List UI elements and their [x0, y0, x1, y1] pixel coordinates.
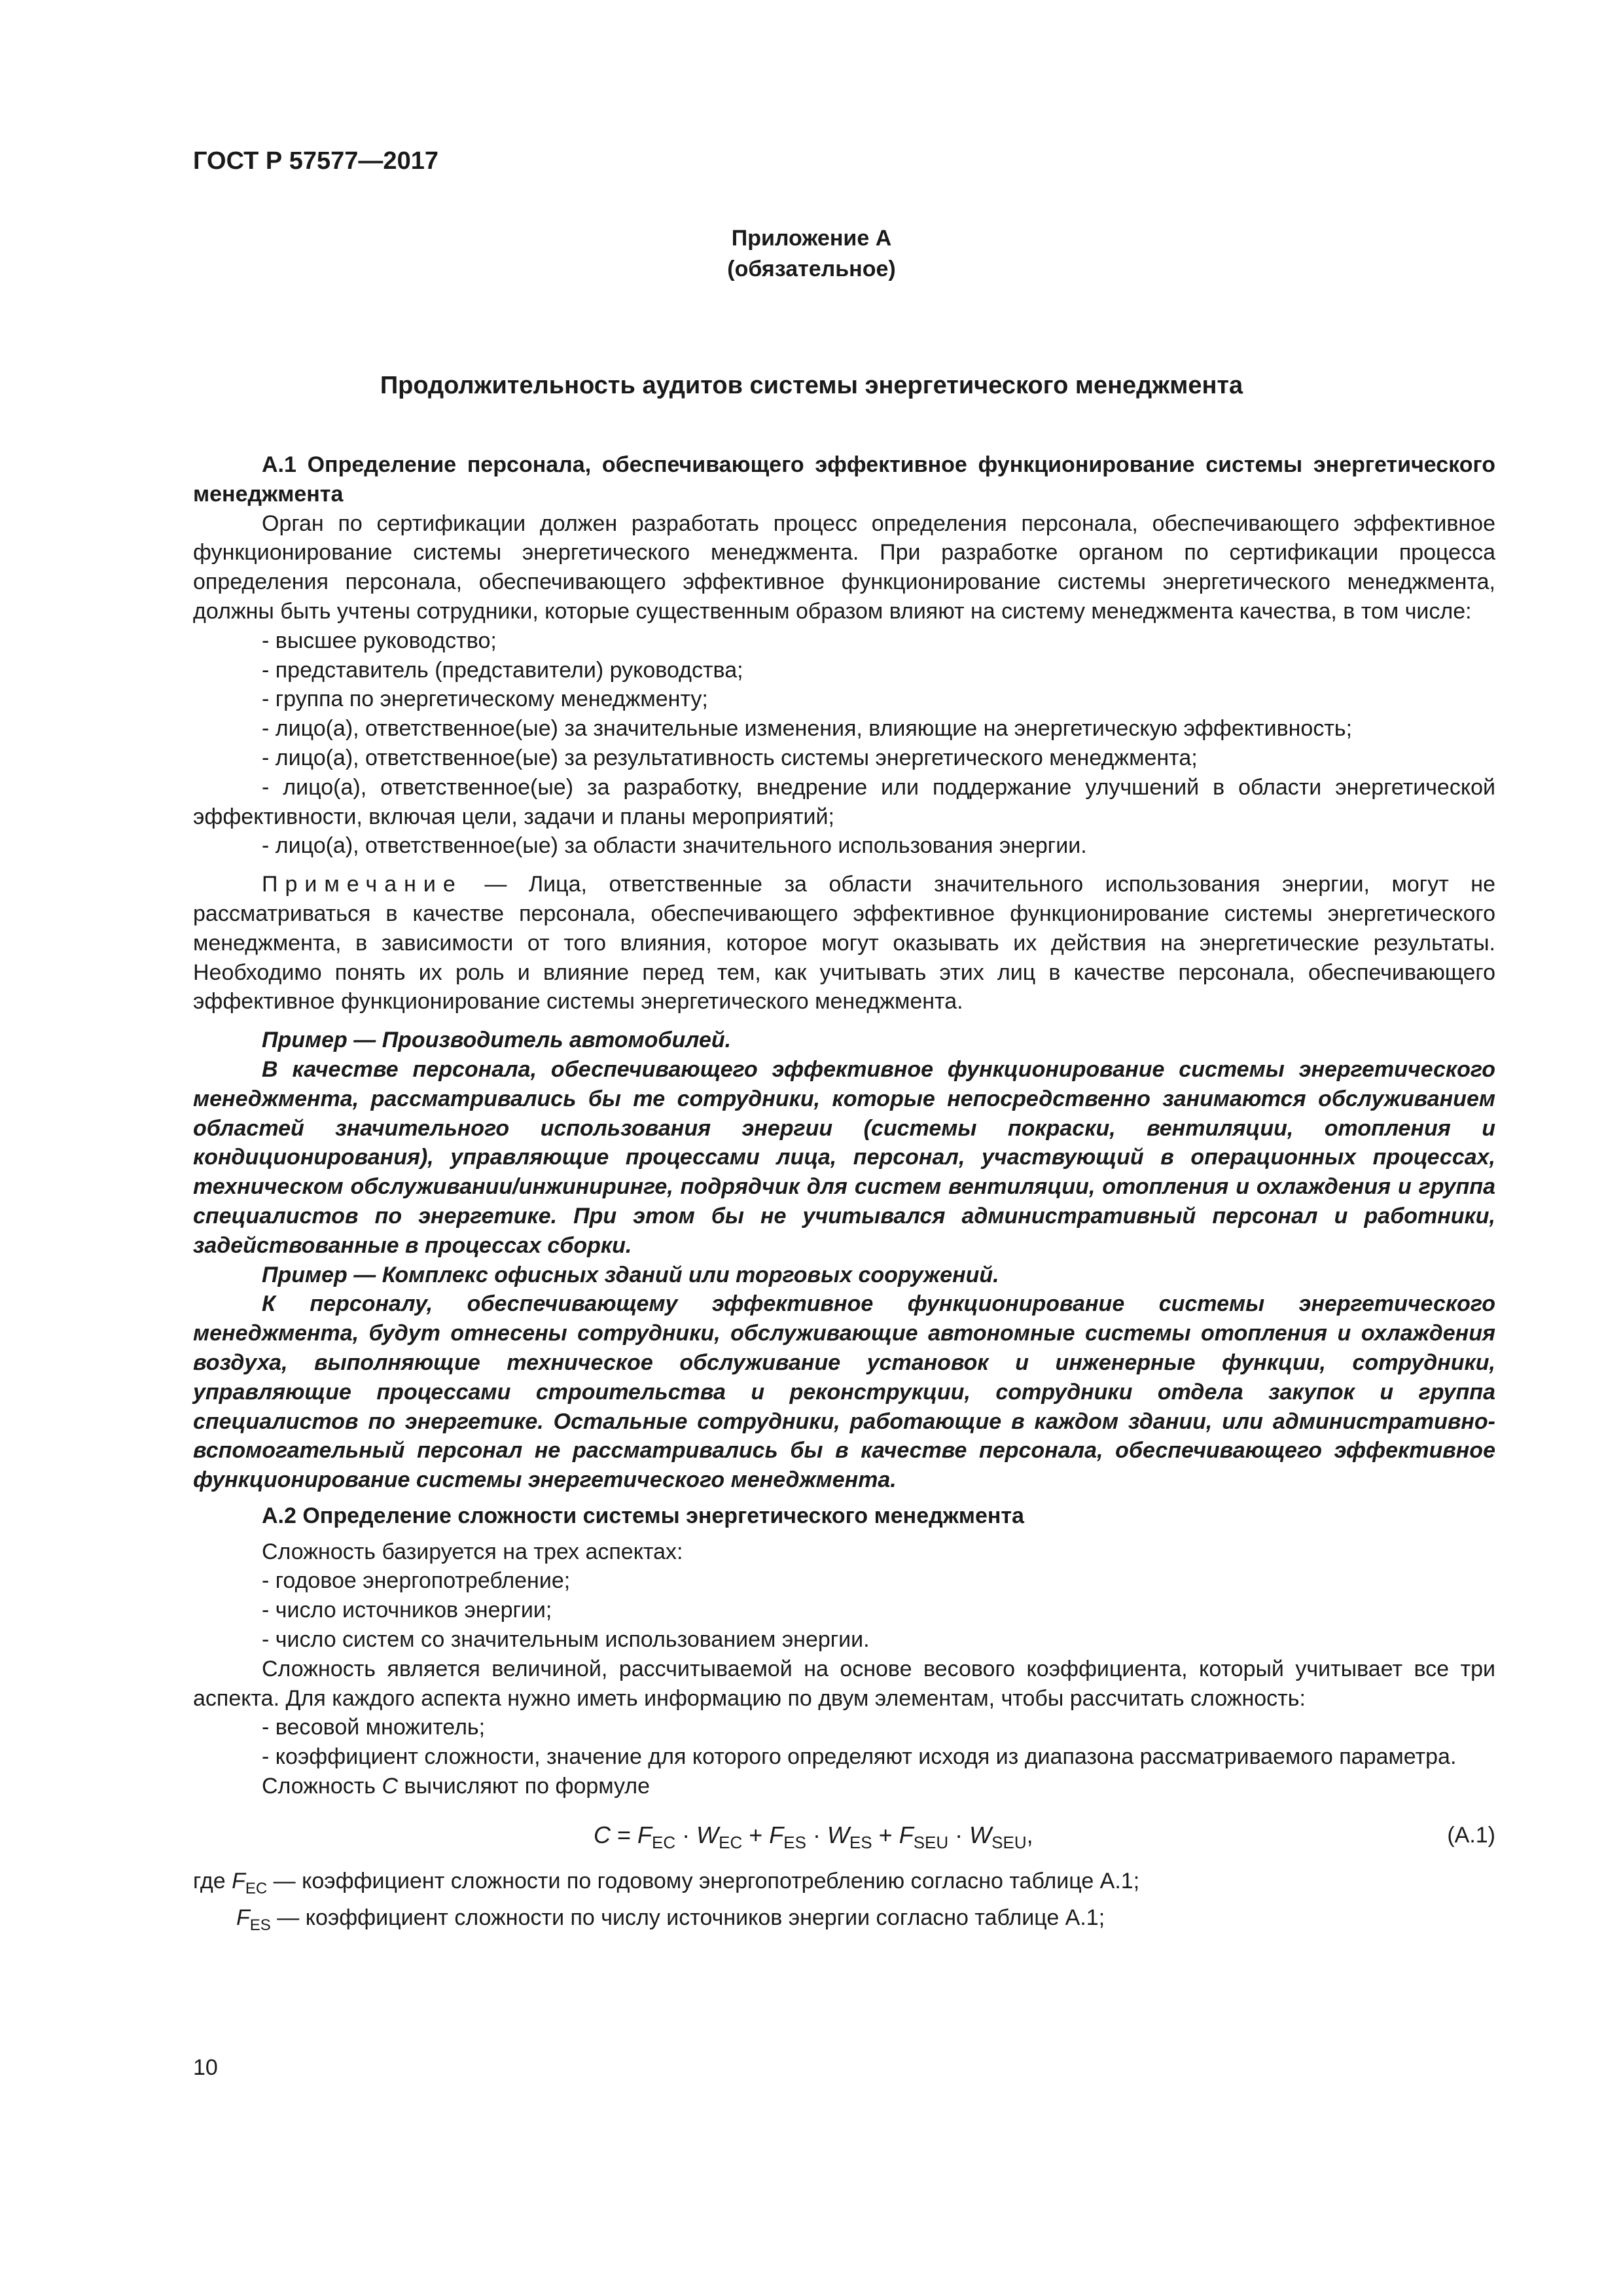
formula-intro: Сложность C вычисляют по формуле: [262, 1774, 651, 1799]
list-item: - число источников энергии;: [262, 1598, 552, 1623]
formula-legend: [193, 1867, 1495, 1941]
formula-row: [193, 1814, 1495, 1860]
list-item: - коэффициент сложности, значение для которого определяют исходя из диапазона рассматриваемого параметра.: [262, 1744, 1457, 1770]
section-a2-intro: Сложность базируется на трех аспектах:: [262, 1539, 683, 1564]
list-item: - число систем со значительным использованием энергии.: [262, 1627, 870, 1653]
list-item: - лицо(а), ответственное(ые) за результативность системы энергетического менеджмента;: [262, 745, 1198, 770]
formula-number: (А.1): [1447, 1822, 1495, 1848]
section-a1-heading: А.1 Определение персонала, обеспечивающего эффективное функционирование системы энергетического менеджмента: [193, 452, 1495, 507]
note-text: — Лица, ответственные за области значительного использования энергии, могут не рассматриваться в качестве персонала, обеспечивающего эффективное функционирование системы энергетического менеджмента, в зависимости от того влияния, которое могут оказывать их действия на энергетические результаты. Необходимо понять их роль и влияние перед тем, как учитывать этих лиц в качестве персонала, обеспечивающего эффективное функционирование системы энергетического менеджмента.: [193, 872, 1495, 1014]
standard-code: ГОСТ Р 57577—2017: [193, 147, 438, 175]
list-item: - лицо(а), ответственное(ые) за значительные изменения, влияющие на энергетическую эффективность;: [262, 716, 1353, 742]
page-number: 10: [193, 2055, 218, 2080]
appendix-heading: Продолжительность аудитов системы энергетического менеджмента: [380, 372, 1243, 399]
list-item: - лицо(а), ответственное(ые) за разработку, внедрение или поддержание улучшений в области энергетической эффективности, включая цели, задачи и планы мероприятий;: [193, 774, 1495, 829]
document-body: [193, 450, 1495, 1941]
note-paragraph: [193, 870, 1495, 1016]
list-item: - годовое энергопотребление;: [262, 1568, 571, 1594]
example2-text: К персоналу, обеспечивающему эффективное функционирование системы энергетического менеджмента, будут отнесены сотрудники, обслуживающие автономные системы отопления и охлаждения воздуха, выполняющие техническое обслуживание установок и инженерные функции, сотрудники, управляющие процессами строительства и реконструкции, сотрудники отдела закупок и группа специалистов по энергетике. Остальные сотрудники, работающие в каждом здании, или административно-вспомогательный персонал не рассматривались бы в качестве персонала, обеспечивающего эффективное функционирование системы энергетического менеджмента.: [193, 1291, 1495, 1493]
list-item: - высшее руководство;: [262, 628, 497, 653]
appendix-status: (обязательное): [727, 257, 896, 281]
list-item: - весовой множитель;: [262, 1715, 486, 1740]
section-a2-paragraph: Сложность является величиной, рассчитываемой на основе весового коэффициента, который учитывает все три аспекта. Для каждого аспекта нужно иметь информацию по двум элементам, чтобы рассчитать сложность:: [193, 1656, 1495, 1711]
legend-item: $F_{ES}$ — коэффициент сложности по числу источников энергии согласно таблице А.1;: [236, 1905, 1105, 1935]
list-item: - представитель (представители) руководства;: [262, 657, 743, 683]
example1-title: Пример — Производитель автомобилей.: [262, 1028, 732, 1053]
formula: $C = F_{EC} \cdot W_{EC} + F_{ES} \cdot W_{ES} + F_{SEU} \cdot W_{SEU}$,: [594, 1821, 1033, 1853]
section-a2-heading: А.2 Определение сложности системы энергетического менеджмента: [262, 1503, 1024, 1528]
list-item: - лицо(а), ответственное(ые) за области значительного использования энергии.: [262, 833, 1087, 859]
legend-item: где $F_{EC}$ — коэффициент сложности по годовому энергопотреблению согласно таблице А.1;: [193, 1868, 1140, 1897]
example1-text: В качестве персонала, обеспечивающего эффективное функционирование системы энергетического менеджмента, рассматривались бы те сотрудники, которые непосредственно занимаются обслуживанием областей значительного использования энергии (системы покраски, вентиляции, отопления и кондиционирования), управляющие процессами лица, персонал, участвующий в операционных процессах, техническом обслуживании/инжиниринге, подрядчик для систем вентиляции, отопления и охлаждения и группа специалистов по энергетике. При этом бы не учитывался административный персонал и работники, задействованные в процессах сборки.: [193, 1056, 1495, 1258]
example2-title: Пример — Комплекс офисных зданий или торговых сооружений.: [262, 1262, 999, 1287]
section-a1-intro: Орган по сертификации должен разработать процесс определения персонала, обеспечивающего эффективное функционирование системы энергетического менеджмента. При разработке органом по сертификации процесса определения персонала, обеспечивающего эффективное функционирование системы энергетического менеджмента, должны быть учтены сотрудники, которые существенным образом влияют на систему менеджмента качества, в том числе:: [193, 511, 1495, 624]
list-item: - группа по энергетическому менеджменту;: [262, 687, 708, 712]
variable-c: C: [382, 1774, 399, 1799]
appendix-title: Приложение А: [731, 226, 892, 251]
note-label: Примечание: [262, 872, 463, 897]
